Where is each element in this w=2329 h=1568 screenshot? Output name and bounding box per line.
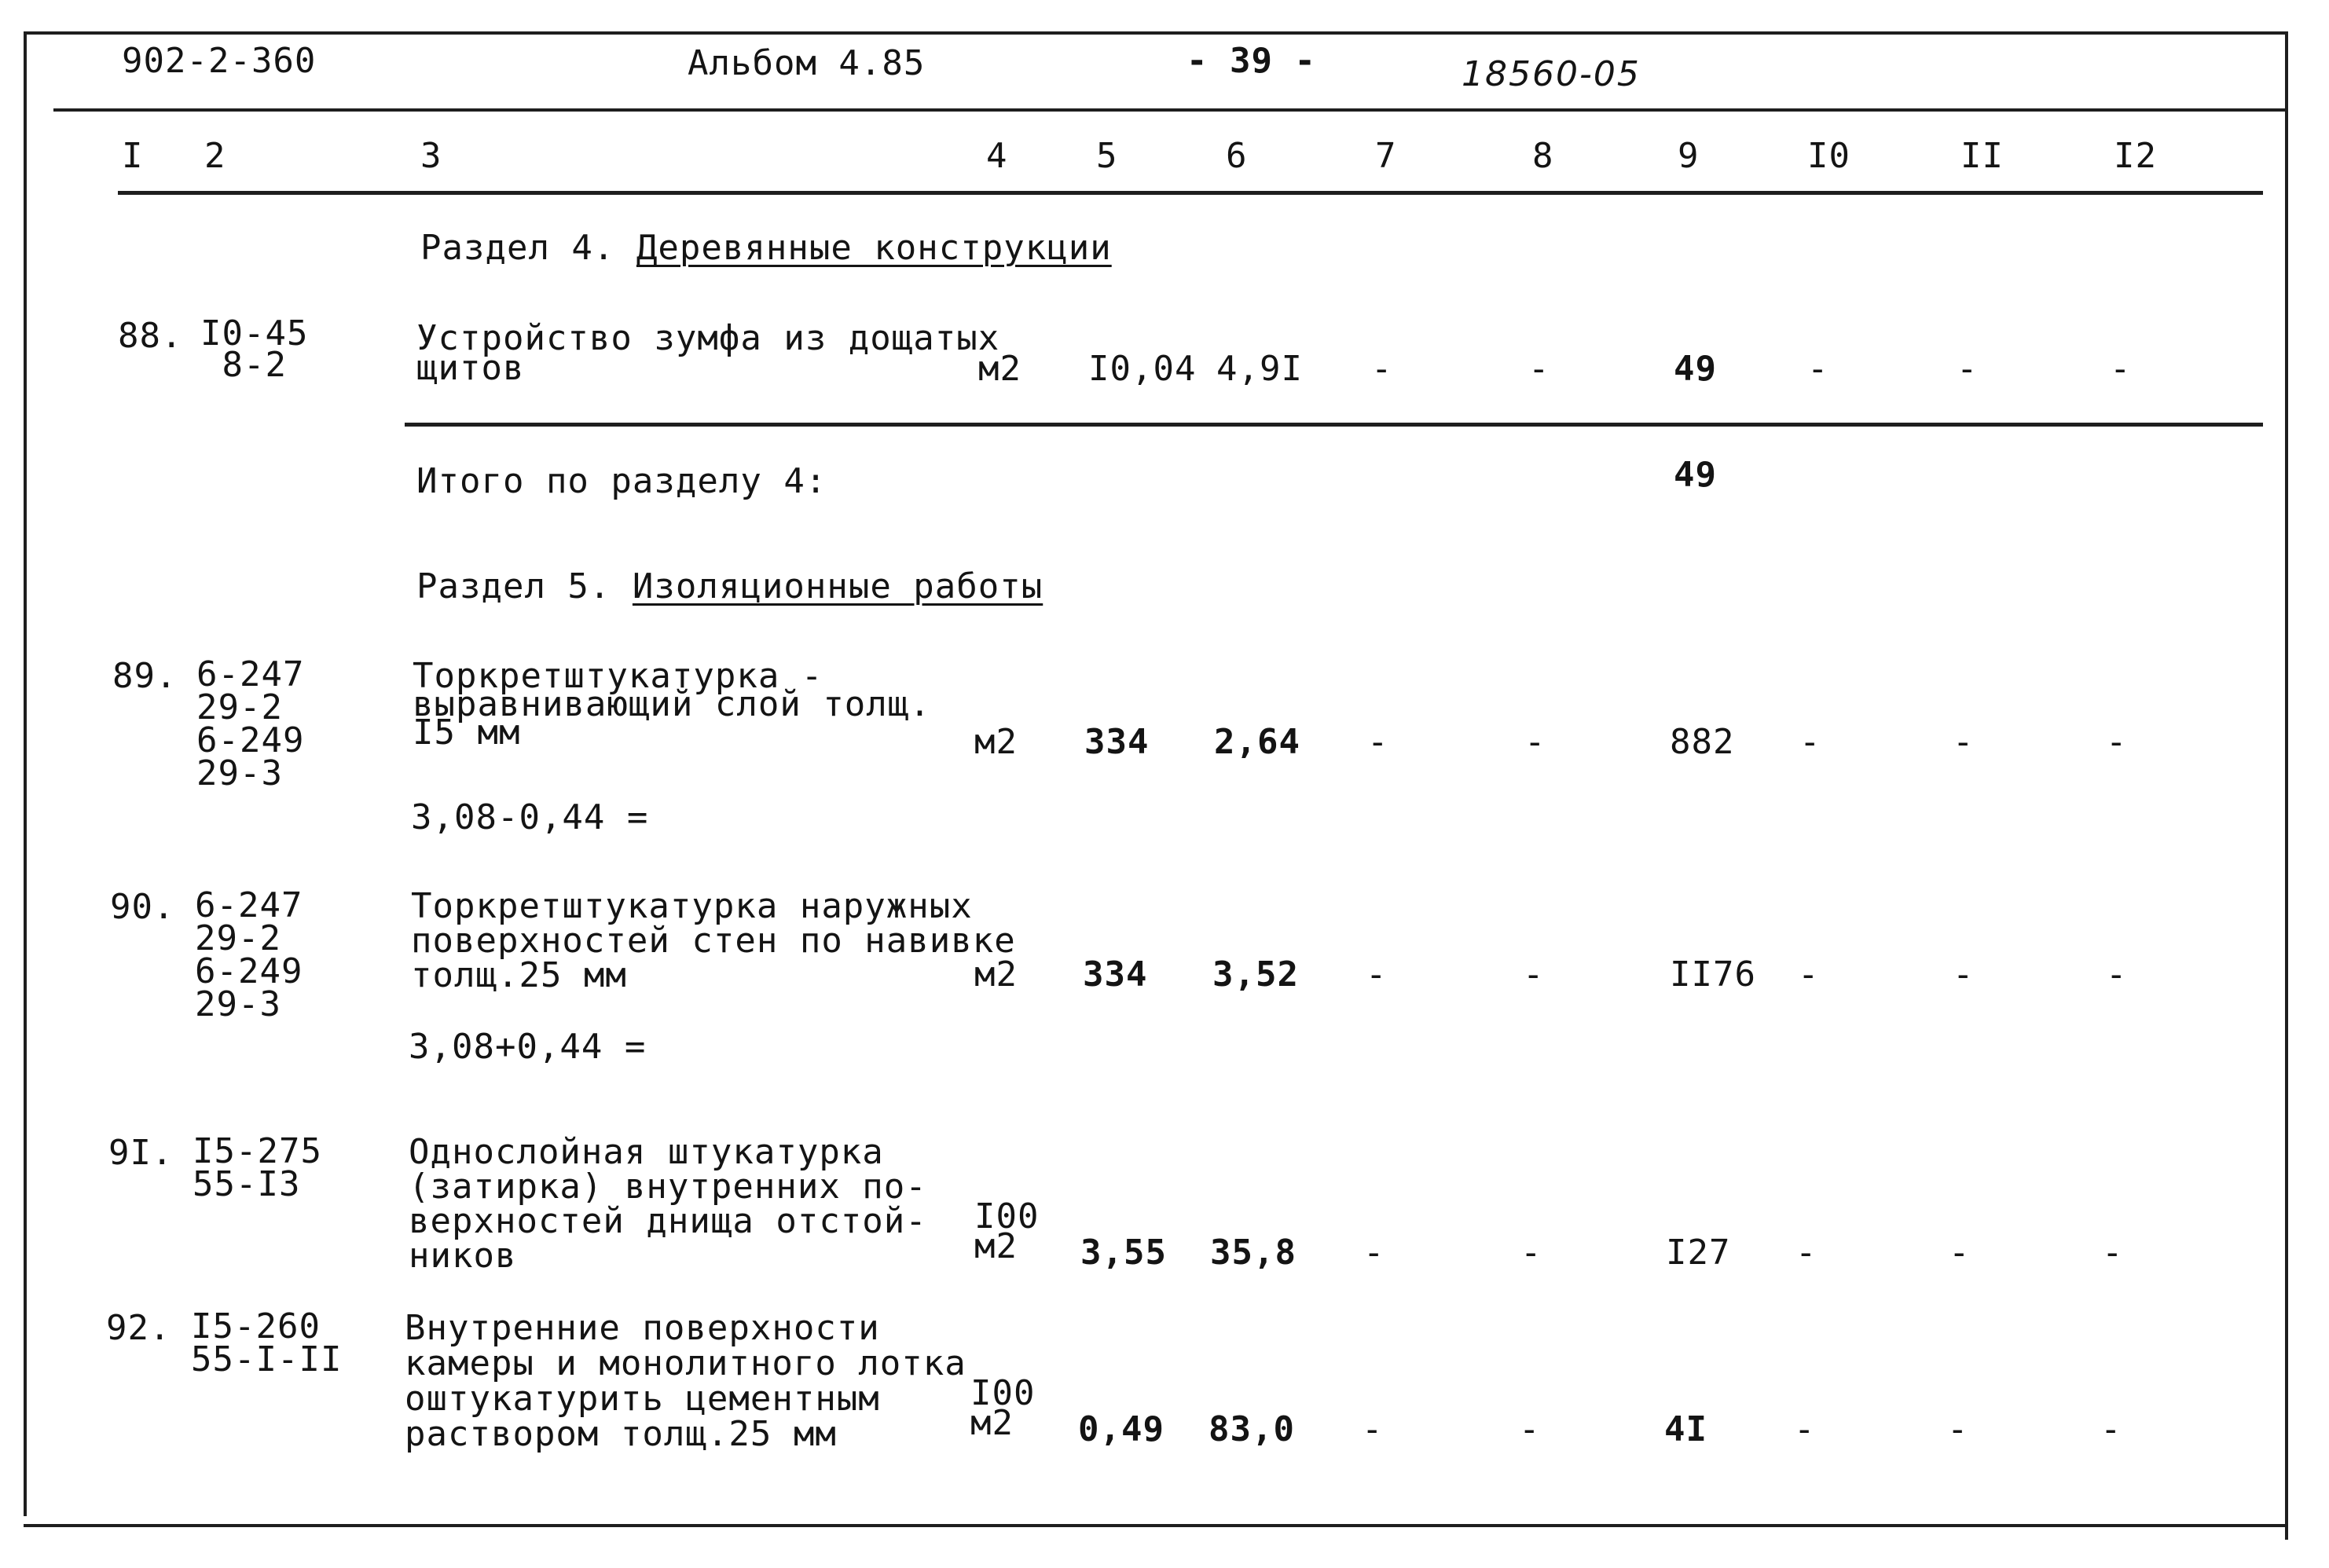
row92-number: 92. — [106, 1308, 171, 1348]
row90-col9: II76 — [1670, 954, 1756, 995]
row92-col7: - — [1362, 1409, 1384, 1449]
row88-col11: - — [1957, 349, 1979, 389]
column-numbers-underline — [118, 191, 2263, 195]
row91-description: Однослойная штукатурка (затирка) внутренних по- верхностей днища отстой- ников — [409, 1132, 927, 1276]
row89-col7: - — [1367, 722, 1389, 762]
row89-description: Торкретштукатурка - выравнивающий слой толщ. I5 мм — [413, 656, 931, 753]
row92-unit: I00 м2 — [970, 1373, 1036, 1443]
section4-total-line — [405, 423, 2263, 427]
row91-number: 9I. — [108, 1133, 174, 1173]
row90-col6: 3,52 — [1212, 954, 1299, 995]
col-num-9: 9 — [1678, 136, 1700, 176]
row90-col10: - — [1798, 954, 1820, 995]
row90-col11: - — [1953, 954, 1975, 995]
col-num-11: II — [1960, 136, 2004, 176]
row89-col10: - — [1799, 722, 1821, 762]
row89-col12: - — [2106, 722, 2128, 762]
col-num-2: 2 — [204, 136, 226, 176]
row91-unit: I00 м2 — [974, 1196, 1040, 1266]
row88-col10: - — [1807, 349, 1829, 389]
col-num-5: 5 — [1096, 136, 1118, 176]
document-code: 902-2-360 — [122, 41, 317, 81]
row90-number: 90. — [110, 887, 175, 927]
row88-col6: 4,9I — [1216, 349, 1303, 389]
row88-unit: м2 — [978, 349, 1021, 389]
row92-col8: - — [1519, 1409, 1541, 1449]
row90-col8: - — [1523, 954, 1545, 995]
row91-col8: - — [1520, 1233, 1542, 1273]
row88-col12: - — [2110, 349, 2132, 389]
row88-code: I0-45 8-2 — [200, 313, 309, 385]
row92-col6: 83,0 — [1209, 1409, 1295, 1449]
frame-left-border — [24, 31, 27, 1516]
row90-unit: м2 — [974, 954, 1018, 995]
col-num-12: I2 — [2114, 136, 2157, 176]
section4-total-label: Итого по разделу 4: — [416, 461, 827, 501]
row92-col12: - — [2100, 1409, 2122, 1449]
row90-col7: - — [1366, 954, 1388, 995]
row91-col5: 3,55 — [1080, 1233, 1167, 1273]
col-num-10: I0 — [1807, 136, 1850, 176]
row91-col12: - — [2102, 1233, 2124, 1273]
row89-col9: 882 — [1670, 722, 1735, 762]
row92-col11: - — [1947, 1409, 1969, 1449]
row90-formula: 3,08+0,44 = — [409, 1027, 647, 1067]
page-number: - 39 - — [1187, 41, 1316, 81]
col-num-8: 8 — [1532, 136, 1554, 176]
col-num-3: 3 — [420, 136, 442, 176]
row91-col7: - — [1363, 1233, 1385, 1273]
col-num-1: I — [122, 136, 144, 176]
row89-col8: - — [1524, 722, 1546, 762]
frame-right-border — [2285, 31, 2288, 1540]
frame-top-border — [24, 31, 2288, 35]
row88-col9: 49 — [1674, 349, 1717, 389]
handwritten-code: 18560-05 — [1462, 54, 1641, 94]
row90-description: Торкретштукатурка наружных поверхностей стен по навивке толщ.25 мм — [411, 886, 1016, 995]
album-label: Альбом 4.85 — [688, 43, 926, 83]
row91-col10: - — [1795, 1233, 1817, 1273]
section4-prefix: Раздел 4. — [420, 228, 615, 268]
section4-heading — [420, 230, 1112, 266]
row92-col5: 0,49 — [1078, 1409, 1164, 1449]
col-num-7: 7 — [1375, 136, 1397, 176]
col-num-6: 6 — [1226, 136, 1248, 176]
row88-col7: - — [1371, 349, 1393, 389]
frame-bottom-border — [24, 1524, 2288, 1527]
row92-description: Внутренние поверхности камеры и монолитного лотка оштукатурить цементным раствором толщ.25 мм — [405, 1308, 966, 1454]
row91-col6: 35,8 — [1210, 1233, 1297, 1273]
header-separator-line — [53, 108, 2285, 112]
section5-heading — [416, 566, 1043, 606]
row89-number: 89. — [112, 656, 178, 696]
row90-col5: 334 — [1083, 954, 1148, 995]
row92-code: I5-260 55-I-II — [191, 1306, 343, 1379]
row90-code: 6-247 29-2 6-249 29-3 — [195, 885, 303, 1024]
row91-col9: I27 — [1666, 1233, 1731, 1273]
section4-title: Деревянные конструкции — [636, 228, 1112, 268]
row89-formula: 3,08-0,44 = — [411, 797, 649, 837]
section5-title: Изоляционные работы — [632, 566, 1043, 606]
row89-col5: 334 — [1084, 722, 1150, 762]
col-num-4: 4 — [986, 136, 1008, 176]
row89-code: 6-247 29-2 6-249 29-3 — [196, 654, 305, 793]
row89-col11: - — [1953, 722, 1975, 762]
row88-col8: - — [1528, 349, 1550, 389]
row90-col12: - — [2106, 954, 2128, 995]
row92-col9: 4I — [1664, 1409, 1707, 1449]
row89-unit: м2 — [974, 722, 1018, 762]
section5-prefix: Раздел 5. — [416, 566, 611, 606]
row88-description: Устройство зумфа из дощатых щитов — [416, 318, 1000, 388]
row88-number: 88. — [118, 316, 183, 356]
row91-col11: - — [1949, 1233, 1971, 1273]
row91-code: I5-275 55-I3 — [193, 1131, 322, 1204]
row92-col10: - — [1794, 1409, 1816, 1449]
section4-total-value: 49 — [1674, 455, 1717, 495]
row88-col5: I0,04 — [1088, 349, 1197, 389]
row89-col6: 2,64 — [1214, 722, 1300, 762]
